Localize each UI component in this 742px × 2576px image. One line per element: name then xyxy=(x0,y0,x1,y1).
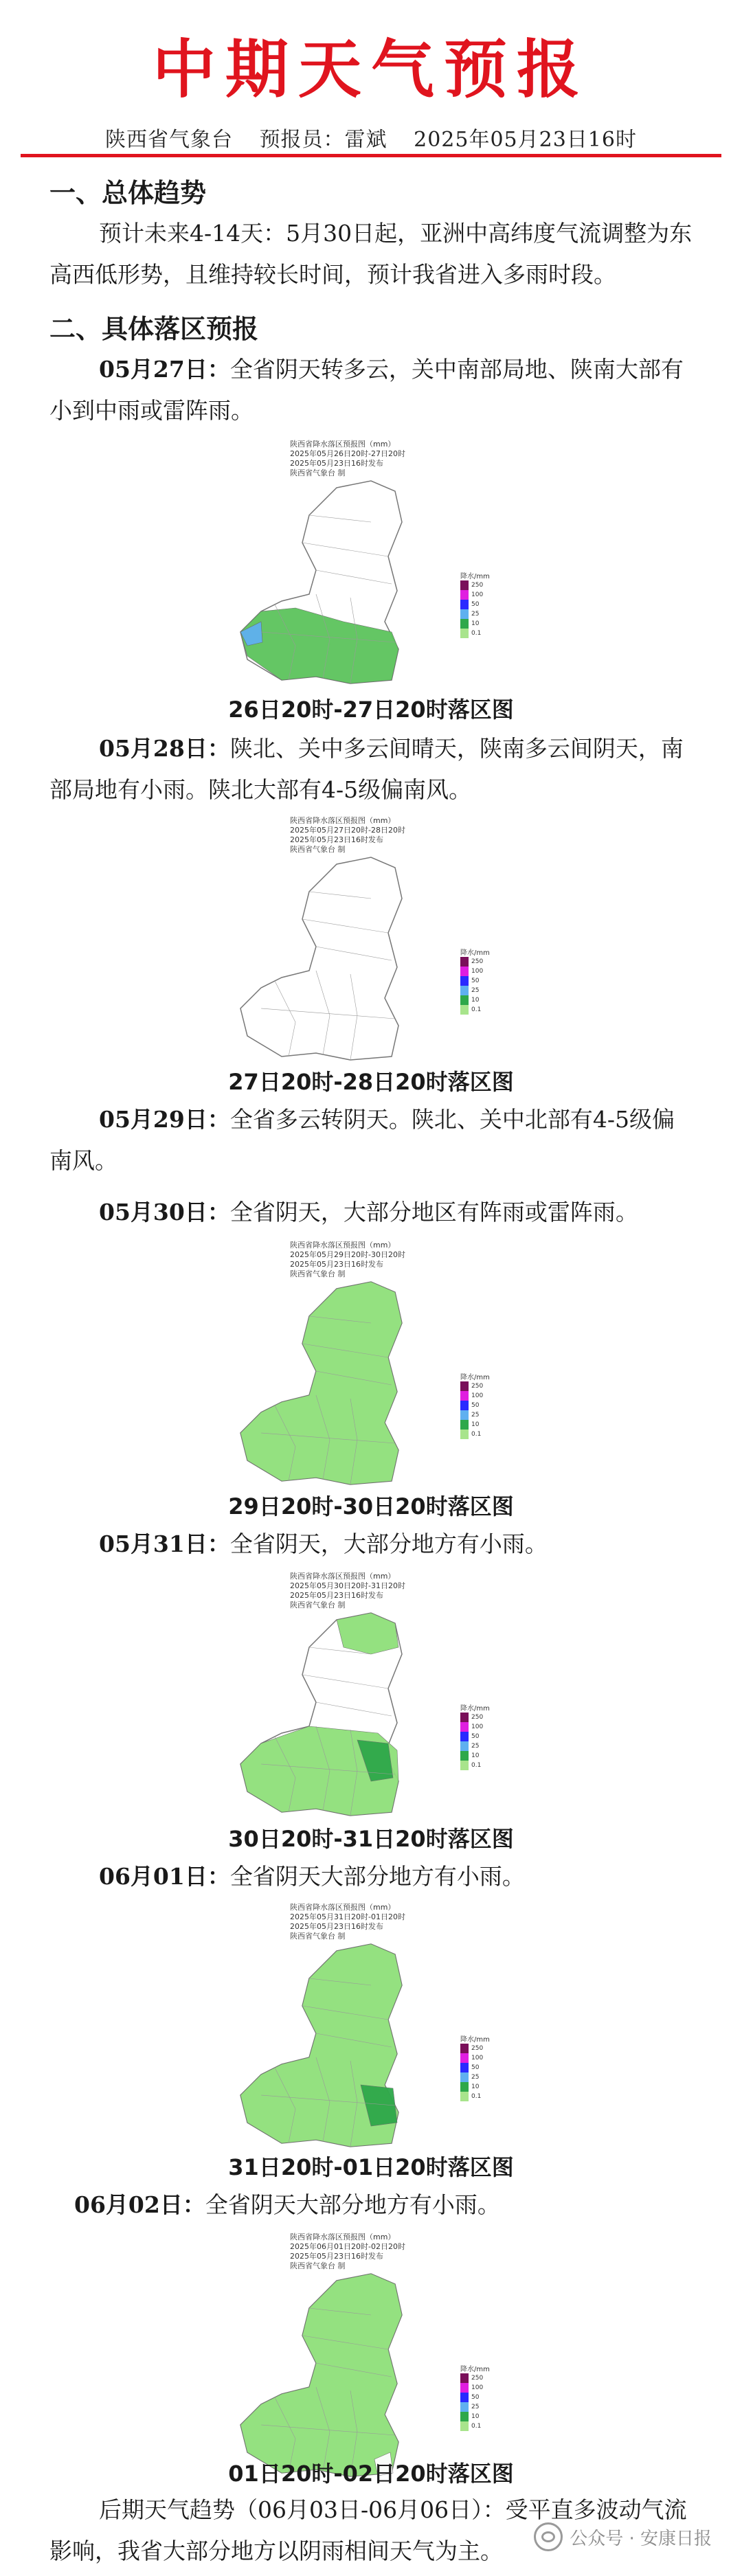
map-header-line: 陕西省气象台 制 xyxy=(290,1269,346,1278)
map-header xyxy=(290,1903,405,1941)
legend-level: 50 xyxy=(471,1733,480,1740)
legend-swatch xyxy=(460,590,469,600)
day-text: 全省多云转阴天。陕北、关中北部有4-5级偏南风。 xyxy=(49,1106,675,1174)
day-text: 全省阴天，大部分地方有小雨。 xyxy=(229,1530,548,1557)
legend-title: 降水/mm xyxy=(460,949,490,957)
day-date: 05月28日： xyxy=(99,735,230,762)
map-header xyxy=(290,2233,405,2271)
page-title: 中期天气预报 xyxy=(152,33,589,106)
legend-level: 50 xyxy=(471,978,480,984)
legend-level: 0.1 xyxy=(471,1006,482,1013)
legend-swatch xyxy=(460,1430,469,1439)
legend-swatch xyxy=(460,2082,469,2092)
watermark xyxy=(534,2522,712,2551)
rain-map xyxy=(234,816,522,1063)
legend-level: 250 xyxy=(471,958,484,965)
day-date: 05月27日： xyxy=(99,356,230,383)
legend-row xyxy=(460,2421,508,2431)
province-map xyxy=(234,474,412,687)
map-header-line: 陕西省降水落区预报图（mm） xyxy=(290,2233,396,2241)
legend-level: 0.1 xyxy=(471,2093,482,2100)
legend-row xyxy=(460,2373,508,2383)
legend-row xyxy=(460,1430,508,1439)
legend-level: 10 xyxy=(471,620,480,627)
legend-level: 10 xyxy=(471,2083,480,2090)
rain-map xyxy=(234,1903,522,2150)
province-map xyxy=(234,2267,412,2480)
legend-swatch xyxy=(460,1741,469,1751)
legend-level: 25 xyxy=(471,1743,480,1750)
map-caption: 27日20时-28日20时落区图 xyxy=(228,1069,514,1095)
legend-swatch xyxy=(460,609,469,619)
legend-swatch xyxy=(460,1381,469,1391)
rain-area xyxy=(337,1613,398,1654)
legend-swatch xyxy=(460,2383,469,2393)
map-header-line: 2025年05月23日16时发布 xyxy=(290,459,383,468)
agency-name: 陕西省气象台 xyxy=(105,128,234,152)
legend-row xyxy=(460,1381,508,1391)
province-map xyxy=(234,850,412,1063)
day-text: 全省阴天大部分地方有小雨。 xyxy=(229,1863,525,1890)
map-header-line: 2025年05月30日20时-31日20时 xyxy=(290,1581,405,1590)
forecaster: 预报员：雷斌 xyxy=(259,128,387,152)
map-legend xyxy=(460,2363,508,2431)
day-forecast xyxy=(49,1192,695,1233)
map-header-line: 2025年05月23日16时发布 xyxy=(290,1591,383,1600)
map-header-line: 2025年05月23日16时发布 xyxy=(290,2252,383,2261)
legend-level: 0.1 xyxy=(471,1431,482,1438)
legend-title: 降水/mm xyxy=(460,573,490,580)
legend-level: 50 xyxy=(471,2064,480,2071)
map-caption: 26日20时-27日20时落区图 xyxy=(228,697,514,723)
legend-level: 10 xyxy=(471,1752,480,1759)
legend-swatch xyxy=(460,1751,469,1761)
legend-row xyxy=(460,580,508,590)
legend-level: 50 xyxy=(471,1402,480,1409)
legend-level: 0.1 xyxy=(471,1762,482,1769)
legend-row xyxy=(460,2082,508,2092)
header-meta xyxy=(0,122,742,152)
legend-swatch xyxy=(460,986,469,995)
province-outline xyxy=(240,857,402,1060)
day-forecast xyxy=(25,2184,671,2226)
legend-swatch xyxy=(460,957,469,967)
legend-level: 10 xyxy=(471,997,480,1004)
map-caption: 30日20时-31日20时落区图 xyxy=(228,1826,514,1852)
legend-swatch xyxy=(460,2393,469,2402)
legend-row xyxy=(460,1420,508,1430)
day-date: 06月02日： xyxy=(74,2191,205,2218)
map-header-line: 2025年05月26日20时-27日20时 xyxy=(290,449,405,458)
legend-swatch xyxy=(460,619,469,629)
legend-row xyxy=(460,2092,508,2101)
map-header-line: 陕西省降水落区预报图（mm） xyxy=(290,440,396,449)
map-header-line: 2025年05月23日16时发布 xyxy=(290,835,383,844)
map-legend xyxy=(460,1371,508,1439)
legend-swatch xyxy=(460,1410,469,1420)
legend-swatch xyxy=(460,1401,469,1410)
legend-row xyxy=(460,590,508,600)
legend-row xyxy=(460,2402,508,2412)
day-text: 陕北、关中多云间晴天，陕南多云间阴天，南部局地有小雨。陕北大部有4-5级偏南风。 xyxy=(49,735,684,803)
map-header xyxy=(290,1241,405,1279)
legend-row xyxy=(460,1722,508,1732)
legend-row xyxy=(460,619,508,629)
legend-row xyxy=(460,957,508,967)
legend-row xyxy=(460,609,508,619)
legend-level: 100 xyxy=(471,1724,484,1730)
map-header xyxy=(290,1572,405,1610)
legend-level: 250 xyxy=(471,2045,484,2052)
legend-level: 25 xyxy=(471,611,480,618)
legend-level: 0.1 xyxy=(471,2423,482,2430)
legend-level: 100 xyxy=(471,2055,484,2061)
map-header-line: 陕西省气象台 制 xyxy=(290,468,346,477)
day-forecast xyxy=(49,1099,695,1182)
legend-swatch xyxy=(460,1761,469,1770)
map-header-line: 2025年06月01日20时-02日20时 xyxy=(290,2242,405,2251)
legend-row xyxy=(460,1713,508,1722)
legend-level: 100 xyxy=(471,1392,484,1399)
legend-swatch xyxy=(460,2402,469,2412)
province-map xyxy=(234,1606,412,1819)
header-divider xyxy=(21,154,721,157)
day-text: 全省阴天大部分地方有小雨。 xyxy=(205,2191,500,2218)
map-header-line: 陕西省降水落区预报图（mm） xyxy=(290,1903,396,1912)
map-header-line: 陕西省降水落区预报图（mm） xyxy=(290,1572,396,1581)
legend-row xyxy=(460,967,508,976)
legend-level: 10 xyxy=(471,1421,480,1428)
map-header-line: 陕西省气象台 制 xyxy=(290,845,346,854)
legend-swatch xyxy=(460,1722,469,1732)
map-caption: 29日20时-30日20时落区图 xyxy=(228,1493,514,1519)
legend-swatch xyxy=(460,1732,469,1741)
legend-row xyxy=(460,2063,508,2072)
legend-row xyxy=(460,2053,508,2063)
day-forecast xyxy=(49,728,695,811)
trend-heading: 一、总体趋势 xyxy=(49,178,207,208)
rain-map xyxy=(234,440,522,687)
legend-row xyxy=(460,1005,508,1015)
province-map xyxy=(234,1937,412,2150)
legend-title: 降水/mm xyxy=(460,1374,490,1381)
wechat-icon xyxy=(534,2522,563,2551)
legend-row xyxy=(460,2044,508,2053)
legend-level: 50 xyxy=(471,2394,480,2401)
day-date: 06月01日： xyxy=(99,1863,230,1890)
legend-swatch xyxy=(460,967,469,976)
legend-level: 250 xyxy=(471,1714,484,1721)
watermark-text: 公众号 · 安康日报 xyxy=(570,2528,712,2549)
legend-swatch xyxy=(460,976,469,986)
day-forecast xyxy=(49,1524,695,1565)
legend-title: 降水/mm xyxy=(460,1705,490,1713)
map-header-line: 陕西省气象台 制 xyxy=(290,1601,346,1609)
legend-row xyxy=(460,2383,508,2393)
legend-level: 10 xyxy=(471,2413,480,2420)
legend-title: 降水/mm xyxy=(460,2366,490,2373)
trend-text: 预计未来4-14天：5月30日起，亚洲中高纬度气流调整为东高西低形势，且维持较长时间，预计我省进入多雨时段。 xyxy=(49,220,693,288)
rain-map xyxy=(234,1241,522,1488)
legend-level: 250 xyxy=(471,2375,484,2382)
map-header-line: 2025年05月23日16时发布 xyxy=(290,1922,383,1931)
legend-level: 50 xyxy=(471,601,480,608)
legend-row xyxy=(460,976,508,986)
day-forecast xyxy=(49,1856,695,1897)
map-legend xyxy=(460,570,508,638)
legend-swatch xyxy=(460,629,469,638)
legend-level: 25 xyxy=(471,987,480,994)
legend-level: 25 xyxy=(471,1412,480,1419)
legend-title: 降水/mm xyxy=(460,2036,490,2044)
legend-swatch xyxy=(460,1005,469,1015)
legend-row xyxy=(460,2393,508,2402)
legend-level: 100 xyxy=(471,968,484,975)
legend-swatch xyxy=(460,580,469,590)
legend-row xyxy=(460,1410,508,1420)
legend-level: 0.1 xyxy=(471,630,482,637)
map-header-line: 2025年05月29日20时-30日20时 xyxy=(290,1250,405,1259)
day-text: 全省阴天，大部分地区有阵雨或雷阵雨。 xyxy=(229,1199,638,1225)
legend-row xyxy=(460,995,508,1005)
legend-level: 25 xyxy=(471,2404,480,2410)
legend-swatch xyxy=(460,2063,469,2072)
issue-date: 2025年05月23日16时 xyxy=(414,128,637,152)
legend-swatch xyxy=(460,2412,469,2421)
legend-swatch xyxy=(460,995,469,1005)
map-header-line: 2025年05月31日20时-01日20时 xyxy=(290,1912,405,1921)
legend-row xyxy=(460,2412,508,2421)
legend-row xyxy=(460,2072,508,2082)
detail-heading: 二、具体落区预报 xyxy=(49,314,259,344)
legend-row xyxy=(460,1761,508,1770)
day-date: 05月29日： xyxy=(99,1106,230,1133)
province-map xyxy=(234,1275,412,1488)
day-text: 全省阴天转多云，关中南部局地、陕南大部有小到中雨或雷阵雨。 xyxy=(49,356,684,424)
rain-area xyxy=(240,2274,402,2476)
map-header-line: 2025年05月23日16时发布 xyxy=(290,1260,383,1269)
legend-row xyxy=(460,986,508,995)
rain-area xyxy=(240,1282,402,1484)
legend-row xyxy=(460,629,508,638)
map-caption: 01日20时-02日20时落区图 xyxy=(228,2461,514,2487)
map-header-line: 陕西省降水落区预报图（mm） xyxy=(290,1241,396,1250)
legend-row xyxy=(460,1401,508,1410)
day-forecast xyxy=(49,349,695,431)
map-legend xyxy=(460,2033,508,2101)
legend-row xyxy=(460,1732,508,1741)
legend-swatch xyxy=(460,2092,469,2101)
map-caption: 31日20时-01日20时落区图 xyxy=(228,2154,514,2180)
rain-map xyxy=(234,2233,522,2480)
legend-swatch xyxy=(460,2072,469,2082)
legend-swatch xyxy=(460,2053,469,2063)
legend-swatch xyxy=(460,600,469,609)
legend-row xyxy=(460,1751,508,1761)
legend-row xyxy=(460,600,508,609)
legend-level: 100 xyxy=(471,591,484,598)
legend-level: 250 xyxy=(471,1383,484,1390)
legend-swatch xyxy=(460,2421,469,2431)
legend-swatch xyxy=(460,2044,469,2053)
map-legend xyxy=(460,1702,508,1770)
legend-row xyxy=(460,1741,508,1751)
legend-level: 25 xyxy=(471,2074,480,2081)
legend-level: 100 xyxy=(471,2384,484,2391)
legend-level: 250 xyxy=(471,582,484,589)
legend-swatch xyxy=(460,1713,469,1722)
legend-row xyxy=(460,1391,508,1401)
legend-swatch xyxy=(460,2373,469,2383)
map-header-line: 陕西省降水落区预报图（mm） xyxy=(290,816,396,825)
map-header-line: 2025年05月27日20时-28日20时 xyxy=(290,826,405,835)
map-legend xyxy=(460,947,508,1015)
map-header xyxy=(290,816,405,855)
outlook-text: 后期天气趋势（06月03日-06月06日）：受平直多波动气流影响，我省大部分地方以阴雨相间天气为主。 xyxy=(49,2496,687,2564)
rain-map xyxy=(234,1572,522,1819)
map-header xyxy=(290,440,405,478)
day-date: 05月31日： xyxy=(99,1530,230,1557)
map-header-line: 陕西省气象台 制 xyxy=(290,1932,346,1941)
day-date: 05月30日： xyxy=(99,1199,230,1225)
map-header-line: 陕西省气象台 制 xyxy=(290,2261,346,2270)
legend-swatch xyxy=(460,1391,469,1401)
legend-swatch xyxy=(460,1420,469,1430)
